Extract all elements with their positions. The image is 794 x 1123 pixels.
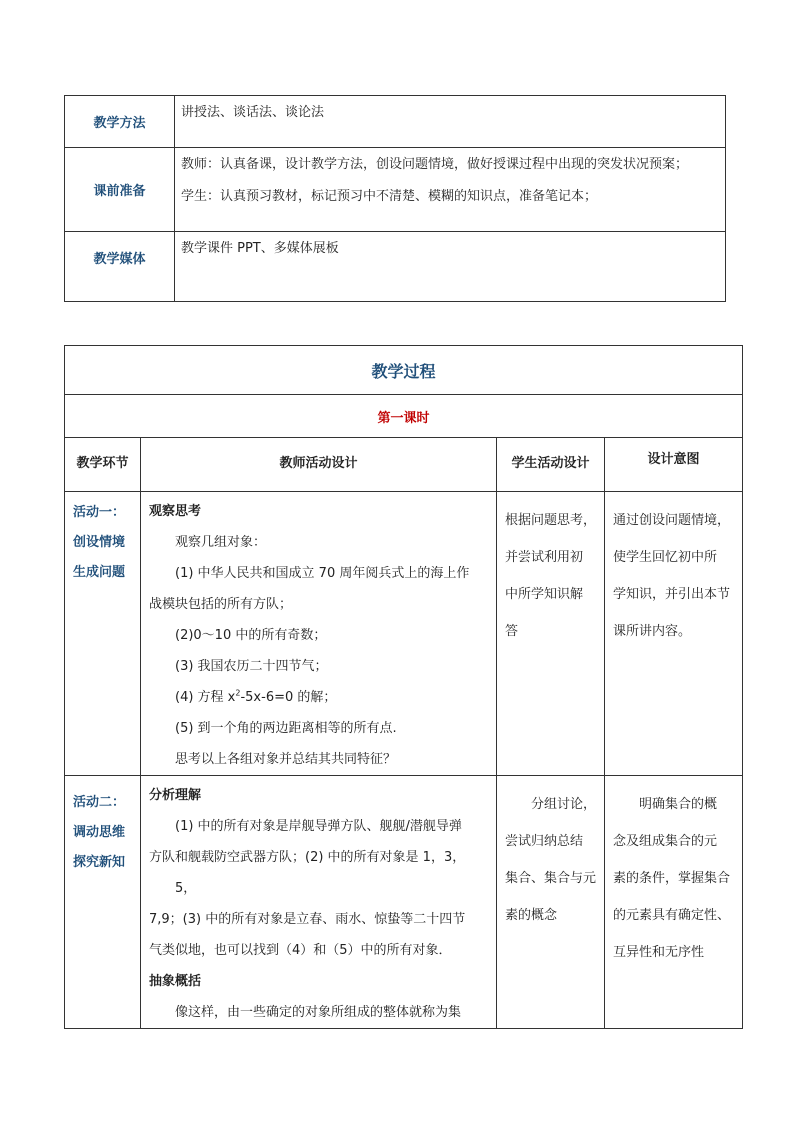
method-text: 讲授法、谈话法、谈论法 — [181, 105, 325, 120]
student-line: 根据问题思考， — [505, 513, 597, 528]
prep-teacher-text: 教师：认真备课，设计教学方法，创设问题情境，做好授课过程中出现的突发状况预案； — [181, 157, 689, 172]
activity2-label-line: 活动二： — [73, 795, 126, 810]
process-title: 教学过程 — [65, 346, 743, 395]
activity1-item: 战模块包括的所有方队； — [149, 597, 293, 612]
activity2-heading: 分析理解 — [149, 788, 202, 803]
activity1-item: (1) 中华人民共和国成立 70 周年阅兵式上的海上作 — [175, 566, 470, 581]
intent-line: 通过创设问题情境， — [613, 513, 731, 528]
prep-label: 课前准备 — [65, 148, 175, 232]
media-value — [175, 232, 726, 302]
process-table — [64, 345, 743, 1029]
media-label: 教学媒体 — [65, 232, 175, 302]
activity2-teacher — [141, 776, 497, 1029]
intent-line: 明确集合的概 — [639, 797, 718, 812]
activity2-label-line: 探究新知 — [73, 855, 126, 870]
header-stage: 教学环节 — [65, 438, 141, 492]
activity1-item: (3) 我国农历二十四节气； — [175, 659, 328, 674]
student-line: 尝试归纳总结 — [505, 834, 584, 849]
intent-line: 念及组成集合的元 — [613, 834, 718, 849]
intent-line: 课所讲内容。 — [613, 624, 692, 639]
activity2-label — [65, 776, 141, 1029]
activity1-teacher — [141, 492, 497, 776]
activity1-intro: 观察几组对象： — [175, 535, 267, 550]
activity1-student — [497, 492, 605, 776]
activity2-student — [497, 776, 605, 1029]
header-intent: 设计意图 — [605, 438, 743, 492]
method-label: 教学方法 — [65, 96, 175, 148]
student-line: 分组讨论， — [531, 797, 597, 812]
activity1-label-line: 活动一： — [73, 505, 126, 520]
activity2-line: (1) 中的所有对象是岸舰导弹方队、舰舰/潜舰导弹 — [175, 819, 462, 834]
activity1-item — [149, 682, 488, 713]
activity2-line: 像这样，由一些确定的对象所组成的整体就称为集 — [175, 1005, 462, 1020]
intent-line: 使学生回忆初中所 — [613, 550, 718, 565]
intent-line: 的元素具有确定性、 — [613, 908, 731, 923]
equation-prefix: (4) 方程 x — [175, 690, 236, 705]
student-line: 集合、集合与元 — [505, 871, 597, 886]
activity1-label — [65, 492, 141, 776]
activity1-item: (5) 到一个角的两边距离相等的所有点. — [175, 721, 397, 736]
period-label: 第一课时 — [65, 395, 743, 438]
equation-exponent: 2 — [235, 688, 241, 698]
intent-line: 素的条件，掌握集合 — [613, 871, 731, 886]
activity2-line: 气类似地，也可以找到（4）和（5）中的所有对象． — [149, 943, 452, 958]
intent-line: 学知识，并引出本节 — [613, 587, 731, 602]
student-line: 答 — [505, 624, 519, 639]
media-text: 教学课件 PPT、多媒体展板 — [181, 241, 339, 256]
activity1-heading: 观察思考 — [149, 504, 202, 519]
activity2-intent — [605, 776, 743, 1029]
student-line: 中所学知识解 — [505, 587, 584, 602]
header-student: 学生活动设计 — [497, 438, 605, 492]
prep-value — [175, 148, 726, 232]
activity2-heading: 抽象概括 — [149, 974, 202, 989]
info-table — [64, 95, 726, 302]
activity1-label-line: 生成问题 — [73, 565, 126, 580]
method-value — [175, 96, 726, 148]
activity1-intent — [605, 492, 743, 776]
equation-suffix: -5x-6=0 的解； — [240, 690, 337, 705]
prep-student-text: 学生：认真预习教材，标记预习中不清楚、模糊的知识点，准备笔记本； — [181, 189, 598, 204]
activity1-label-line: 创设情境 — [73, 535, 126, 550]
activity1-question: 思考以上各组对象并总结其共同特征？ — [175, 752, 397, 767]
student-line: 并尝试利用初 — [505, 550, 584, 565]
header-teacher: 教师活动设计 — [141, 438, 497, 492]
activity2-line: 方队和舰载防空武器方队；(2) 中的所有对象是 1，3， — [149, 850, 466, 865]
activity1-item: (2)0～10 中的所有奇数； — [175, 628, 327, 643]
activity2-label-line: 调动思维 — [73, 825, 126, 840]
student-line: 素的概念 — [505, 908, 558, 923]
activity2-line: 7,9；(3) 中的所有对象是立春、雨水、惊蛰等二十四节 — [149, 912, 466, 927]
intent-line: 互异性和无序性 — [613, 945, 705, 960]
activity2-line: 5， — [175, 881, 197, 896]
